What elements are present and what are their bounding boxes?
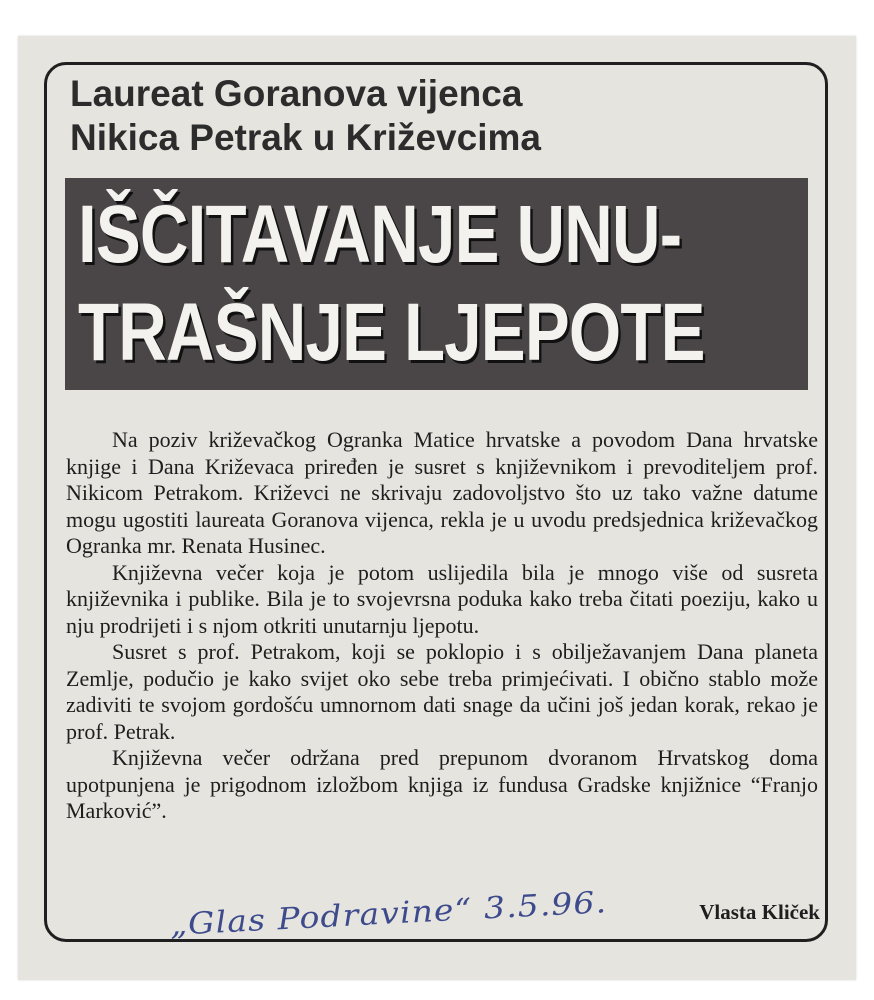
paragraph-4: Književna večer održana pred prepunom dvoranom Hrvatskog doma upotpunjena je prigodnom izložbom knjiga iz fundusa Gradske knjižnice “Franjo Marković”. bbox=[66, 745, 818, 823]
article-headline bbox=[78, 186, 705, 382]
paragraph-1: Na poziv križevačkog Ogranka Matice hrvatske a povodom Dana hrvatske knjige i Dana Križevaca priređen je susret s književnikom i prevoditeljem prof. Nikicom Petrakom. Križevci ne skrivaju zadovoljstvo što uz tako važne datume mogu ugostiti laureata Goranova vijenca, rekla je u uvodu predsjednica križevačkog Ogranka mr. Renata Husinec. bbox=[66, 427, 818, 558]
paragraph-3: Susret s prof. Petrakom, koji se poklopio i s obilježavanjem Dana planeta Zemlje, podučio je kako svijet oko sebe treba primjećivati. I obično stablo može zadiviti te svojom gordošću umnornom dati snage da učini još jedan korak, rekao je prof. Petrak. bbox=[66, 639, 818, 744]
headline-line-1: IŠČITAVANJE UNU- bbox=[78, 189, 682, 280]
handwritten-source-note: „Glas Podravine“ 3.5.96. bbox=[169, 885, 608, 943]
headline-line-2: TRAŠNJE LJEPOTE bbox=[78, 287, 705, 378]
paragraph-2: Književna večer koja je potom uslijedila bila je mnogo više od susreta književnika i publike. Bila je to svojevrsna poduka kako treba čitati poeziju, kako u nju prodrijeti i s njom otkriti unutarnju ljepotu. bbox=[66, 559, 818, 638]
article-body bbox=[66, 427, 818, 825]
article-kicker bbox=[70, 72, 810, 160]
kicker-line-2: Nikica Petrak u Križevcima bbox=[70, 117, 541, 158]
article-author: Vlasta Kliček bbox=[699, 900, 820, 924]
kicker-line-1: Laureat Goranova vijenca bbox=[70, 73, 523, 114]
